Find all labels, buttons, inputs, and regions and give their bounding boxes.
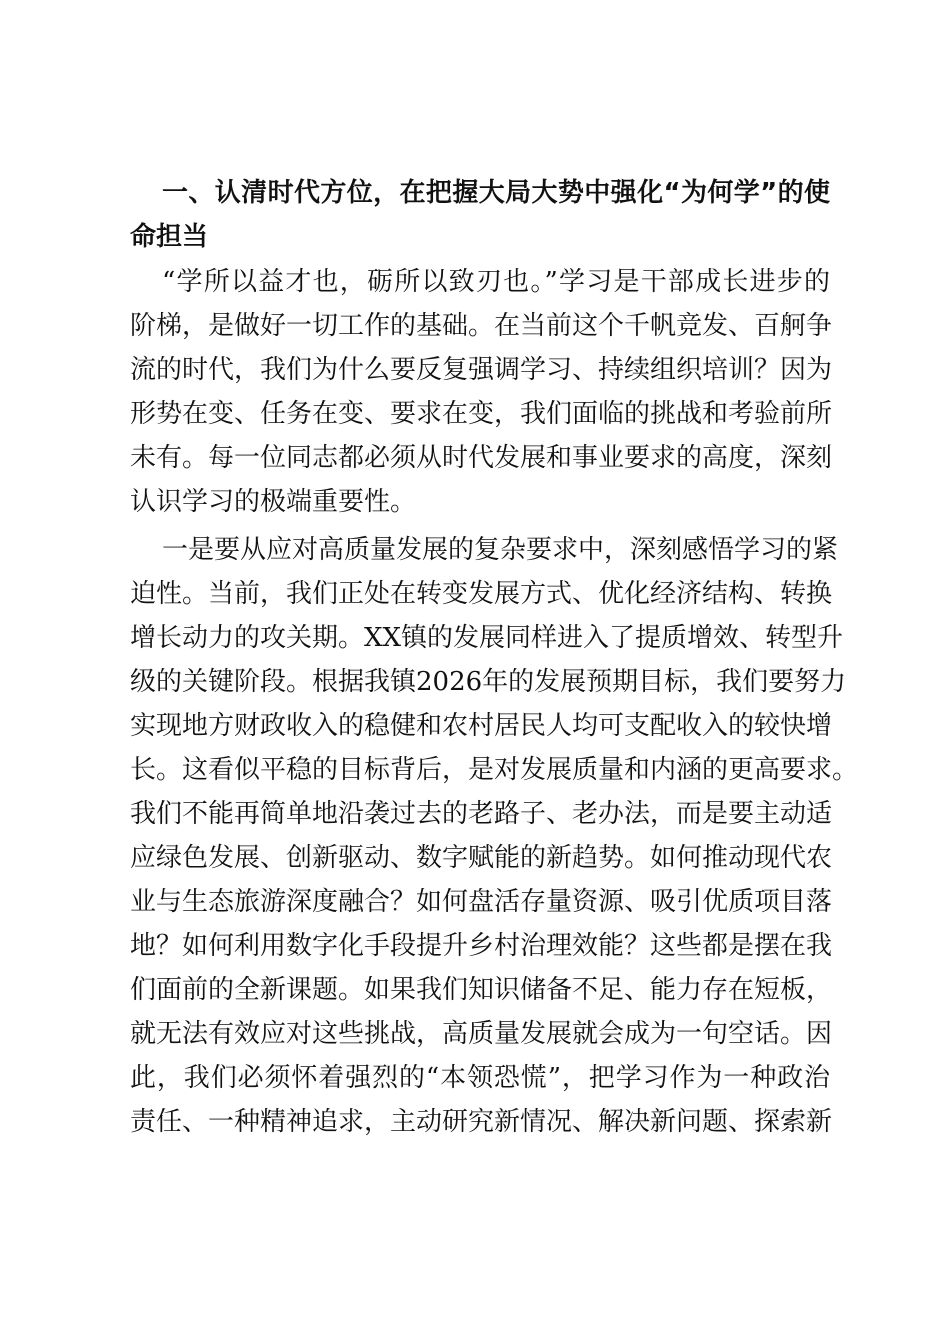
paragraph-2-line-12: 就无法有效应对这些挑战，高质量发展就会成为一句空话。因 <box>130 1019 833 1049</box>
paragraph-2-line-4: 级的关键阶段。根据我镇2026年的发展预期目标，我们要努力 <box>130 667 847 697</box>
paragraph-1-line-3: 流的时代，我们为什么要反复强调学习、持续组织培训？因为 <box>130 355 833 385</box>
paragraph-1-line-5: 未有。每一位同志都必须从时代发展和事业要求的高度，深刻 <box>130 443 833 473</box>
paragraph-2-line-5: 实现地方财政收入的稳健和农村居民人均可支配收入的较快增 <box>130 711 833 741</box>
paragraph-2-line-8: 应绿色发展、创新驱动、数字赋能的新趋势。如何推动现代农 <box>130 843 833 873</box>
paragraph-2-line-7: 我们不能再简单地沿袭过去的老路子、老办法，而是要主动适 <box>130 799 833 829</box>
paragraph-2-line-14: 责任、一种精神追求，主动研究新情况、解决新问题、探索新 <box>130 1107 833 1137</box>
paragraph-1-line-2: 阶梯，是做好一切工作的基础。在当前这个千帆竞发、百舸争 <box>130 311 833 341</box>
paragraph-2-line-11: 们面前的全新课题。如果我们知识储备不足、能力存在短板， <box>130 975 833 1005</box>
paragraph-1-line-1: “学所以益才也，砺所以致刃也。”学习是干部成长进步的 <box>162 267 830 297</box>
paragraph-2-line-9: 业与生态旅游深度融合？如何盘活存量资源、吸引优质项目落 <box>130 887 833 917</box>
paragraph-2-line-6: 长。这看似平稳的目标背后，是对发展质量和内涵的更高要求。 <box>130 755 859 785</box>
section-heading-line-1: 一、认清时代方位，在把握大局大势中强化“为何学”的使 <box>162 178 830 208</box>
paragraph-1-line-6: 认识学习的极端重要性。 <box>130 487 417 517</box>
paragraph-2-line-10: 地？如何利用数字化手段提升乡村治理效能？这些都是摆在我 <box>130 931 833 961</box>
section-heading-line-2: 命担当 <box>130 222 209 252</box>
paragraph-2-line-1: 一是要从应对高质量发展的复杂要求中，深刻感悟学习的紧 <box>162 535 839 565</box>
paragraph-1-line-4: 形势在变、任务在变、要求在变，我们面临的挑战和考验前所 <box>130 399 833 429</box>
paragraph-2-line-13: 此，我们必须怀着强烈的“本领恐慌”，把学习作为一种政治 <box>130 1063 830 1093</box>
paragraph-2-line-3: 增长动力的攻关期。XX镇的发展同样进入了提质增效、转型升 <box>130 623 844 653</box>
paragraph-2-line-2: 迫性。当前，我们正处在转变发展方式、优化经济结构、转换 <box>130 579 833 609</box>
